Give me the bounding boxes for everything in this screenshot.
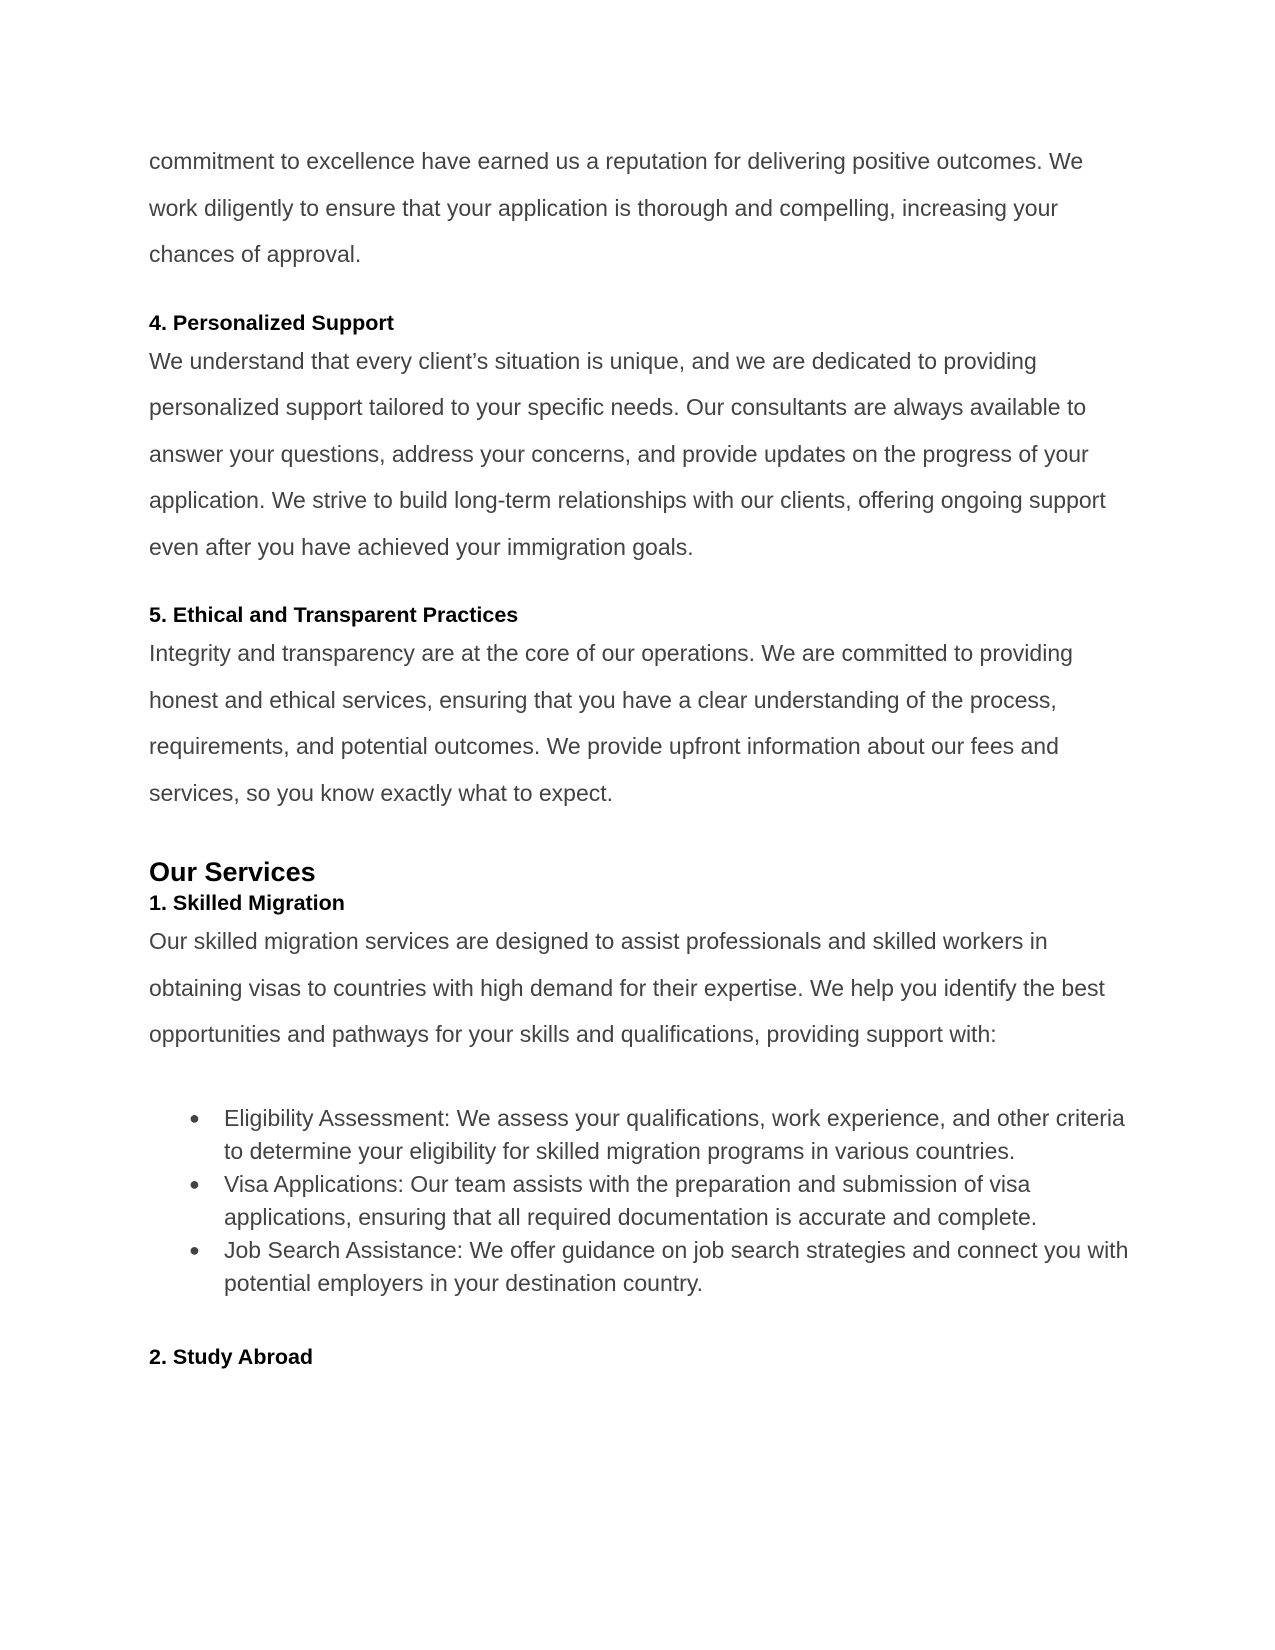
services-title: Our Services bbox=[149, 857, 316, 887]
page-content bbox=[149, 138, 1129, 1372]
list-item bbox=[149, 1168, 1129, 1234]
bullet-icon: ● bbox=[189, 1173, 200, 1194]
list-item-text: Visa Applications: Our team assists with the preparation and submission of visa applications, ensuring that all required documentation is accurate and complete. bbox=[224, 1170, 1038, 1230]
section-heading-skilled-migration: 1. Skilled Migration bbox=[149, 891, 345, 915]
list-item-text: Eligibility Assessment: We assess your qualifications, work experience, and other criteria to determine your eligibility for skilled migration programs in various countries. bbox=[224, 1104, 1125, 1164]
list-item-text: Job Search Assistance: We offer guidance on job search strategies and connect you with potential employers in your destination country. bbox=[224, 1236, 1129, 1296]
section-body-ethical-practices: Integrity and transparency are at the core of our operations. We are committed to providing honest and ethical services, ensuring that you have a clear understanding of the process, requirements, and potential outcomes. We provide upfront information about our fees and services, so you know exactly what to expect. bbox=[149, 640, 1073, 806]
section-body-personalized-support: We understand that every client’s situation is unique, and we are dedicated to providing personalized support tailored to your specific needs. Our consultants are always available to answer your questions, address your concerns, and provide updates on the progress of your application. We strive to build long-term relationships with our clients, offering ongoing support even after you have achieved your immigration goals. bbox=[149, 347, 1106, 560]
bullet-icon: ● bbox=[189, 1107, 200, 1128]
section-heading-study-abroad: 2. Study Abroad bbox=[149, 1344, 314, 1369]
bullet-icon: ● bbox=[189, 1239, 200, 1260]
list-item bbox=[149, 1234, 1129, 1300]
section-heading-personalized-support: 4. Personalized Support bbox=[149, 310, 394, 335]
list-item bbox=[149, 1102, 1129, 1168]
intro-paragraph: commitment to excellence have earned us a reputation for delivering positive outcomes. We work diligently to ensure that your application is thorough and compelling, increasing your chances of approval. bbox=[149, 148, 1084, 267]
section-body-skilled-migration: Our skilled migration services are designed to assist professionals and skilled workers in obtaining visas to countries with high demand for their expertise. We help you identify the best opportunities and pathways for your skills and qualifications, providing support with: bbox=[149, 928, 1105, 1047]
section-heading-ethical-practices: 5. Ethical and Transparent Practices bbox=[149, 603, 519, 627]
skilled-migration-bullet-list bbox=[149, 1102, 1129, 1300]
